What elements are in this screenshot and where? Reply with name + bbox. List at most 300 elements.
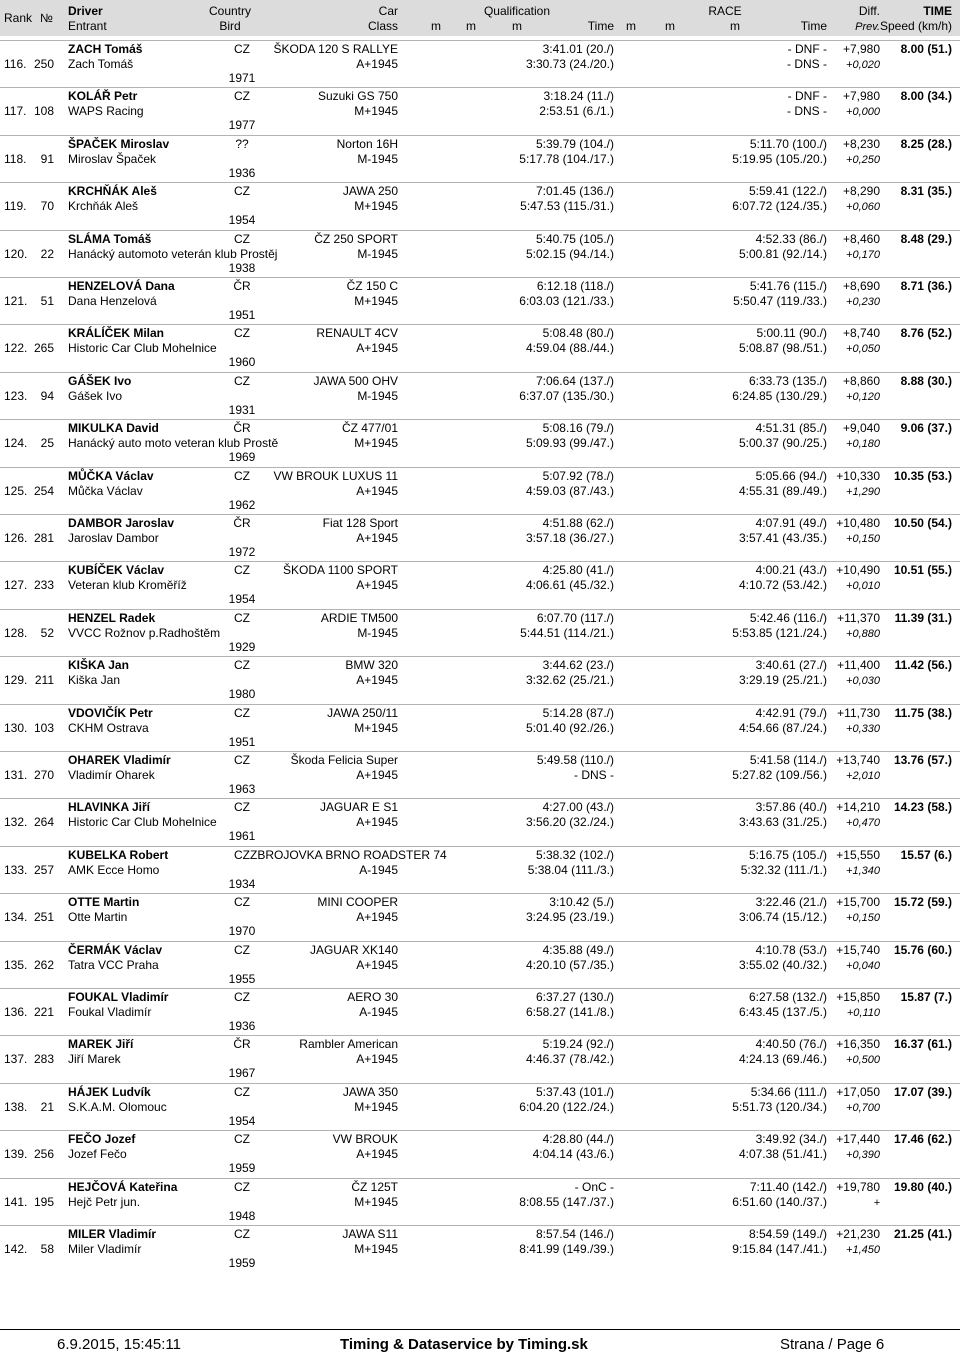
rank-cell: 141. [4,1194,28,1209]
prev-diff-value: +0,110 [846,1007,880,1019]
rank-cell: 134. [4,910,28,925]
driver-name: HENZEL Radek [68,610,156,625]
race-time-2: 5:50.47 (119./33.) [733,294,827,308]
country-code: CZ [234,705,250,720]
result-time: 11.75 (38.) [894,705,952,720]
table-row [0,798,960,845]
table-row [0,846,960,893]
diff-value: +8,690 [842,279,880,293]
qual-time-2: 4:06.61 (45./32.) [525,578,614,593]
qual-time-2: 3:56.20 (32./24.) [525,815,614,830]
qual-time-1: 6:37.27 (130./) [535,990,614,1004]
country-code: CZ [234,942,250,957]
qual-time-2: 6:58.27 (141./8.) [525,1005,614,1019]
driver-name: HÁJEK Ludvík [68,1084,151,1099]
header-rank: Rank [4,11,33,25]
prev-diff-value: +0,230 [846,296,880,308]
qual-time-2: - DNS - [574,768,614,782]
number-cell: 262 [33,957,54,972]
result-time: 13.76 (57.) [893,753,952,767]
qual-time-2: 4:59.04 (88./44.) [525,341,614,356]
number-cell: 283 [33,1052,54,1067]
country-code: CZ [234,468,250,483]
race-time-1: 5:05.66 (94./) [755,468,827,483]
car-class: M+1945 [354,294,398,308]
table-row [0,372,960,419]
car-class: M+1945 [354,436,398,451]
qual-time-1: 6:07.70 (117./) [536,610,614,625]
qual-time-1: 5:38.32 (102./) [535,847,614,862]
driver-name: HENZELOVÁ Dana [68,279,175,293]
country-code: CZ [234,326,250,341]
number-cell: 281 [33,531,54,545]
qual-time-2: 3:24.95 (23./19.) [525,910,614,925]
driver-name: KRCHŇÁK Aleš [68,184,157,199]
prev-diff-value: +0,010 [846,580,880,593]
entrant-name: Historic Car Club Mohelnice [68,341,217,356]
diff-value: +15,850 [836,990,880,1004]
country-code: CZ [234,895,250,910]
race-time-1: - DNF - [787,89,827,104]
birth-year: 1977 [228,118,256,133]
birth-year: 1969 [228,450,256,465]
car-class: M-1945 [357,625,398,640]
car-name: JAWA S11 [342,1227,398,1241]
qual-time-1: 4:25.80 (41./) [542,563,614,578]
race-time-1: 5:41.76 (115./) [749,279,827,293]
country-code: CZ [234,373,250,388]
header-q-m2: m [466,19,476,33]
race-time-2: 3:57.41 (43./35.) [738,531,827,545]
car-class: A-1945 [359,862,398,877]
car-class: M+1945 [354,104,398,119]
country-code: CZ [234,847,250,862]
rank-cell: 120. [4,246,28,261]
car-name: Suzuki GS 750 [317,89,398,104]
prev-diff-value: +0,880 [846,627,880,640]
qual-time-2: 5:01.40 (92./26.) [525,720,614,735]
result-time: 8.00 (34.) [900,89,952,104]
qual-time-1: 3:10.42 (5./) [549,895,614,910]
race-time-2: 4:10.72 (53./42.) [738,578,827,593]
qual-time-2: 4:46.37 (78./42.) [525,1052,614,1067]
race-time-1: - DNF - [787,42,827,56]
number-cell: 270 [33,768,54,782]
car-name: MINI COOPER [317,895,398,910]
table-row [0,230,960,277]
race-time-2: - DNS - [787,104,827,119]
birth-year: 1934 [228,876,256,891]
qual-time-1: 4:27.00 (43./) [542,800,614,815]
number-cell: 22 [40,246,54,261]
entrant-name: Vladimír Oharek [68,768,155,782]
entrant-name: Miroslav Špaček [68,151,157,166]
diff-value: +15,740 [836,942,880,957]
rank-cell: 136. [4,1005,28,1019]
diff-value: +10,490 [836,563,880,578]
race-time-1: 4:42.91 (79./) [755,705,827,720]
result-time: 10.35 (53.) [893,468,952,483]
car-name: RENAULT 4CV [316,326,398,341]
prev-diff-value: +0,050 [846,343,880,356]
race-time-2: 3:06.74 (15./12.) [738,910,827,925]
country-code: CZ [234,1179,250,1194]
race-time-2: 4:54.66 (87./24.) [738,720,827,735]
country-code: CZ [234,231,250,246]
car-class: A+1945 [356,57,398,71]
prev-diff-value: +0,180 [846,438,880,451]
prev-diff-value: +0,040 [846,959,880,972]
driver-name: HEJČOVÁ Kateřina [68,1179,178,1194]
car-name: ČZ 150 C [346,279,398,293]
number-cell: 221 [33,1005,54,1019]
country-code: CZ [234,753,250,767]
driver-name: OHAREK Vladimír [68,753,171,767]
table-row [0,135,960,182]
header-q-m3: m [512,19,522,33]
car-name: JAWA 500 OHV [313,373,398,388]
number-cell: 195 [33,1194,54,1209]
rank-cell: 124. [4,436,28,451]
header-no: № [40,11,53,25]
country-code: CZ [234,1084,250,1099]
rank-cell: 138. [4,1099,28,1114]
driver-name: SLÁMA Tomáš [68,231,152,246]
country-code: CZ [234,1227,250,1241]
table-row [0,1130,960,1177]
table-row [0,324,960,371]
result-time: 9.06 (37.) [900,421,952,436]
table-header [0,0,960,36]
rank-cell: 126. [4,531,28,545]
qual-time-1: 5:49.58 (110./) [536,753,614,767]
qual-time-2: 6:04.20 (122./24.) [519,1099,614,1114]
birth-year: 1972 [228,545,256,559]
car-name: JAWA 350 [342,1084,398,1099]
driver-name: KUBELKA Robert [68,847,169,862]
qual-time-2: 3:57.18 (36./27.) [525,531,614,545]
qual-time-1: 5:08.16 (79./) [542,421,614,436]
birth-year: 1954 [228,1113,256,1128]
rank-cell: 142. [4,1242,28,1256]
car-name: JAGUAR XK140 [309,942,398,957]
race-time-2: 4:55.31 (89./49.) [738,483,827,498]
header-driver: Driver [68,4,103,18]
race-time-1: 3:49.92 (34./) [755,1132,827,1147]
prev-diff-value: +1,450 [846,1244,880,1256]
result-time: 19.80 (40.) [893,1179,952,1194]
car-class: A+1945 [356,815,398,830]
diff-value: +11,730 [837,705,880,720]
diff-value: +21,230 [836,1227,880,1241]
birth-year: 1971 [228,71,256,85]
diff-value: +8,460 [842,231,880,246]
car-name: ZBROJOVKA BRNO ROADSTER 74 [250,847,447,862]
table-row [0,1225,960,1272]
car-class: M+1945 [354,720,398,735]
car-name: ŠKODA 120 S RALLYE [273,42,398,56]
car-class: A+1945 [356,673,398,688]
race-time-2: 6:43.45 (137./5.) [738,1005,827,1019]
diff-value: +11,370 [837,610,880,625]
rank-cell: 122. [4,341,28,356]
number-cell: 70 [40,199,54,214]
race-time-1: 5:00.11 (90./) [756,326,827,341]
result-time: 8.76 (52.) [900,326,952,341]
entrant-name: Můčka Václav [68,483,143,498]
car-class: M+1945 [354,1194,398,1209]
qual-time-2: 3:30.73 (24./20.) [525,57,614,71]
qual-time-1: 6:12.18 (118./) [536,279,614,293]
diff-value: +16,350 [836,1037,880,1052]
result-time: 8.71 (36.) [900,279,952,293]
rank-cell: 116. [4,57,27,71]
table-row [0,941,960,988]
car-name: JAWA 250 [342,184,398,199]
car-class: A+1945 [356,768,398,782]
entrant-name: Zach Tomáš [68,57,134,71]
prev-diff-value: +0,000 [846,106,880,119]
rank-cell: 128. [4,625,28,640]
result-time: 15.57 (6.) [900,847,952,862]
header-r-m6: m [730,19,740,33]
driver-name: FEČO Jozef [68,1132,136,1147]
birth-year: 1954 [228,213,256,228]
qual-time-2: 6:37.07 (135./30.) [519,388,614,403]
car-name: JAWA 250/11 [327,705,398,720]
car-class: A+1945 [356,483,398,498]
rank-cell: 130. [4,720,28,735]
entrant-name: Tatra VCC Praha [68,957,159,972]
rank-cell: 121. [4,294,28,308]
driver-name: KIŠKA Jan [68,658,129,673]
diff-value: +8,230 [842,136,880,151]
header-r-m5: m [665,19,675,33]
result-time: 21.25 (41.) [893,1227,952,1241]
entrant-name: VVCC Rožnov p.Radhoštěm [68,625,221,640]
table-row [0,1083,960,1130]
diff-value: +8,740 [842,326,880,341]
country-code: ?? [235,136,249,151]
birth-year: 1980 [228,687,256,702]
prev-diff-value: +0,330 [846,722,880,735]
table-row [0,277,960,324]
qual-time-1: 3:41.01 (20./) [542,42,614,56]
race-time-1: 4:40.50 (76./) [755,1037,827,1052]
number-cell: 257 [33,862,54,877]
footer-page: Strana / Page 6 [780,1336,885,1353]
diff-value: +10,480 [836,516,880,530]
qual-time-1: - OnC - [574,1179,614,1194]
table-row [0,419,960,466]
birth-year: 1962 [228,497,256,512]
diff-value: +9,040 [842,421,880,436]
race-time-2: 5:08.87 (98./51.) [738,341,827,356]
birth-year: 1948 [228,1208,256,1223]
country-code: CZ [234,990,250,1004]
birth-year: 1959 [228,1161,256,1176]
diff-value: +19,780 [836,1179,880,1194]
country-code: CZ [234,610,250,625]
car-name: AERO 30 [347,990,398,1004]
car-name: VW BROUK [332,1132,398,1147]
table-row [0,1035,960,1082]
table-row [0,87,960,134]
race-time-2: 5:51.73 (120./34.) [732,1099,827,1114]
diff-value: +7,980 [842,89,880,104]
number-cell: 103 [33,720,54,735]
car-name: Fiat 128 Sport [322,516,398,530]
prev-diff-value: +0,020 [846,59,880,71]
driver-name: ŠPAČEK Miroslav [68,136,170,151]
entrant-name: Krchňák Aleš [68,199,139,214]
header-q-time: Time [587,19,614,33]
driver-name: DAMBOR Jaroslav [68,516,175,530]
result-time: 8.31 (35.) [900,184,952,199]
country-code: CZ [234,563,250,578]
entrant-name: Jiří Marek [68,1052,121,1067]
qual-time-1: 4:28.80 (44./) [542,1132,614,1147]
qual-time-1: 7:06.64 (137./) [535,373,614,388]
race-time-1: 3:40.61 (27./) [755,658,827,673]
country-code: CZ [234,1132,250,1147]
header-prev: Prev. [855,21,880,33]
rank-cell: 135. [4,957,28,972]
country-code: ČR [233,279,251,293]
qual-time-1: 5:40.75 (105./) [535,231,614,246]
race-time-2: 5:00.37 (90./25.) [738,436,827,451]
car-name: VW BROUK LUXUS 11 [273,468,398,483]
header-time: TIME [923,4,952,18]
rank-cell: 125. [4,483,28,498]
diff-value: +7,980 [842,42,880,56]
result-time: 8.88 (30.) [900,373,952,388]
rank-cell: 119. [4,199,27,214]
driver-name: OTTE Martin [68,895,140,910]
qual-time-2: 5:44.51 (114./21.) [520,625,614,640]
entrant-name: Jaroslav Dambor [68,531,159,545]
diff-value: +17,050 [836,1084,880,1099]
driver-name: KRÁLÍČEK Milan [68,326,164,341]
table-row [0,656,960,703]
table-row [0,609,960,656]
footer-datetime: 6.9.2015, 15:45:11 [57,1336,181,1353]
qual-time-1: 3:18.24 (11./) [543,89,614,104]
birth-year: 1951 [228,308,256,322]
qual-time-2: 5:17.78 (104./17.) [519,151,614,166]
number-cell: 265 [33,341,54,356]
qual-time-2: 5:02.15 (94./14.) [525,246,614,261]
birth-year: 1960 [228,355,256,370]
race-time-2: 4:24.13 (69./46.) [738,1052,827,1067]
qual-time-2: 6:03.03 (121./33.) [519,294,614,308]
number-cell: 251 [33,910,54,925]
number-cell: 108 [33,104,54,119]
race-time-1: 4:52.33 (86./) [755,231,827,246]
race-time-1: 6:33.73 (135./) [748,373,827,388]
race-time-1: 5:41.58 (114./) [749,753,827,767]
header-r-m4: m [626,19,636,33]
car-name: Norton 16H [336,136,398,151]
entrant-name: Miler Vladimír [68,1242,142,1256]
number-cell: 52 [40,625,54,640]
country-code: CZ [234,42,250,56]
prev-diff-value: +0,030 [846,675,880,688]
qual-time-1: 5:14.28 (87./) [542,705,614,720]
car-class: A+1945 [356,1052,398,1067]
race-time-1: 5:34.66 (111./) [750,1084,827,1099]
car-name: ČZ 250 SPORT [314,231,398,246]
header-speed: Speed (km/h) [879,19,952,33]
qual-time-1: 3:44.62 (23./) [542,658,614,673]
number-cell: 25 [40,436,54,451]
car-name: BMW 320 [345,658,398,673]
prev-diff-value: +0,060 [846,201,880,214]
table-row [0,561,960,608]
race-time-1: 5:11.70 (100./) [749,136,827,151]
birth-year: 1963 [228,782,256,796]
prev-diff-value: +0,170 [846,248,880,261]
qual-time-2: 2:53.51 (6./1.) [539,104,614,119]
result-time: 10.51 (55.) [893,563,952,578]
race-time-2: 3:29.19 (25./21.) [738,673,827,688]
number-cell: 264 [33,815,54,830]
header-car: Car [378,4,398,18]
country-code: ČR [233,516,251,530]
driver-name: MAREK Jiří [68,1037,134,1052]
prev-diff-value: +0,120 [846,390,880,403]
table-row [0,751,960,798]
birth-year: 1951 [228,734,256,749]
qual-time-1: 8:57.54 (146./) [535,1227,614,1241]
race-time-2: 6:24.85 (130./29.) [732,388,827,403]
table-row [0,988,960,1035]
car-name: ŠKODA 1100 SPORT [283,563,398,578]
entrant-name: Dana Henzelová [68,294,157,308]
header-bird: Bird [219,19,241,33]
driver-name: FOUKAL Vladimír [68,990,169,1004]
rank-cell: 117. [4,104,27,119]
prev-diff-value: +0,390 [846,1149,880,1162]
qual-time-2: 5:38.04 (111./3.) [527,862,614,877]
header-entrant: Entrant [68,19,107,33]
rank-cell: 129. [4,673,28,688]
result-time: 15.72 (59.) [893,895,952,910]
race-time-2: 6:07.72 (124./35.) [732,199,827,214]
race-time-2: 5:27.82 (109./56.) [732,768,827,782]
diff-value: +14,210 [836,800,880,815]
entrant-name: Hanácký auto moto veteran klub Prostě [68,436,279,451]
driver-name: MIKULKA David [68,421,159,436]
car-name: JAGUAR E S1 [319,800,398,815]
result-time: 14.23 (58.) [893,800,952,815]
diff-value: +10,330 [836,468,880,483]
qual-time-1: 5:08.48 (80./) [542,326,614,341]
result-time: 11.39 (31.) [894,610,952,625]
car-name: Rambler American [299,1037,398,1052]
rank-cell: 131. [4,768,28,782]
table-row [0,704,960,751]
result-time: 17.07 (39.) [893,1084,952,1099]
car-class: M+1945 [354,1242,398,1256]
result-time: 15.76 (60.) [893,942,952,957]
car-name: ARDIE TM500 [320,610,398,625]
table-row [0,893,960,940]
qual-time-2: 5:47.53 (115./31.) [520,199,614,214]
birth-year: 1936 [228,1019,256,1033]
entrant-name: Kiška Jan [68,673,121,688]
result-time: 10.50 (54.) [893,516,952,530]
